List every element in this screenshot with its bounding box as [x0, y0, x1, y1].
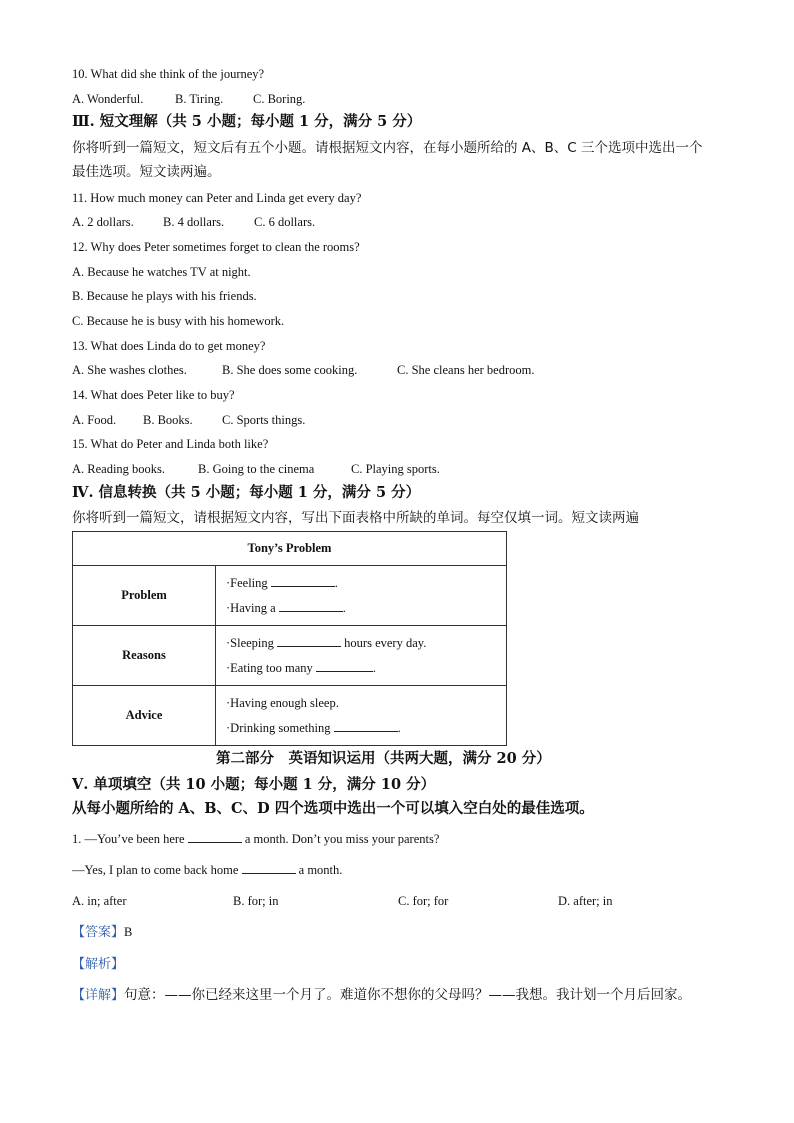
analysis-tag: 【解析】 [72, 957, 125, 972]
answer-tag: 【答案】 [72, 925, 125, 940]
question-14: 14. What does Peter like to buy? [72, 388, 235, 402]
row-text: ·Sleeping [226, 635, 278, 650]
question-text: a month. Don’t you miss your parents? [241, 832, 440, 846]
detail-tag: 【详解】 [72, 988, 125, 1003]
question-text: 1. —You’ve been here [72, 832, 188, 846]
detail-text: 句意：——你已经来这里一个月了。难道你不想你的父母吗？——我想。我计划一个月后回家。 [124, 987, 692, 1003]
option-c: C. 6 dollars. [254, 215, 316, 229]
question-15-options [72, 461, 440, 477]
table-row-advice [73, 686, 507, 746]
answer-blank[interactable] [242, 863, 296, 874]
row-content [216, 686, 507, 746]
table-title: Tony’s Problem [73, 532, 507, 566]
question-text: —Yes, I plan to come back home [72, 863, 242, 877]
answer-blank[interactable] [271, 576, 335, 587]
detail-line [72, 987, 691, 1004]
option-d: D. after; in [558, 894, 613, 908]
option-a: A. 2 dollars. [72, 215, 134, 229]
section-3-heading: Ⅲ. 短文理解（共 5 小题；每小题 1 分，满分 5 分） [72, 113, 422, 130]
option-b: B. 4 dollars. [163, 215, 225, 229]
tonys-problem-table [72, 531, 507, 746]
question-text: a month. [295, 863, 343, 877]
table-row-problem [73, 566, 507, 626]
option-c: C. Sports things. [222, 413, 306, 427]
option-c: C. Boring. [253, 92, 306, 106]
row-label: Advice [73, 686, 216, 746]
row-text: . [334, 575, 338, 590]
table-row-reasons [73, 626, 507, 686]
row-label: Problem [73, 566, 216, 626]
answer-line [72, 924, 132, 941]
option-a: A. in; after [72, 894, 127, 908]
answer-blank[interactable] [316, 661, 373, 672]
section-3-instruction-line2: 最佳选项。短文读两遍。 [72, 164, 221, 180]
option-b: B. Tiring. [175, 92, 224, 106]
answer-value: B [124, 925, 133, 939]
section-4-heading: Ⅳ. 信息转换（共 5 小题；每小题 1 分，满分 5 分） [72, 484, 421, 501]
option-a: A. She washes clothes. [72, 363, 187, 377]
answer-blank[interactable] [279, 601, 343, 612]
section-3-instruction-line1: 你将听到一篇短文，短文后有五个小题。请根据短文内容，在每小题所给的 A、B、C 三个选项中选出一个 [72, 140, 703, 156]
option-b: B. for; in [233, 894, 279, 908]
question-13: 13. What does Linda do to get money? [72, 339, 266, 353]
row-text: . [342, 600, 346, 615]
option-c: C. She cleans her bedroom. [397, 363, 535, 377]
row-text: ·Drinking something [226, 720, 334, 735]
question-11: 11. How much money can Peter and Linda get every day? [72, 191, 362, 205]
option-b: B. Going to the cinema [198, 462, 315, 476]
row-text: ·Feeling [226, 575, 271, 590]
question-12-option-a: A. Because he watches TV at night. [72, 265, 251, 279]
question-12-option-c: C. Because he is busy with his homework. [72, 314, 285, 328]
answer-blank[interactable] [188, 832, 242, 843]
question-10-options [72, 91, 305, 107]
section-5-heading: Ⅴ. 单项填空（共 10 小题；每小题 1 分，满分 10 分） [72, 776, 436, 793]
option-a: A. Reading books. [72, 462, 166, 476]
option-c: C. Playing sports. [351, 462, 440, 476]
question-11-options [72, 214, 315, 230]
question-1-line2 [72, 862, 342, 878]
row-text: . [397, 720, 401, 735]
row-text: . [372, 660, 377, 675]
row-text: ·Eating too many [226, 660, 316, 675]
part-2-heading: 第二部分 英语知识运用（共两大题，满分 20 分） [216, 750, 551, 767]
option-a: A. Food. [72, 413, 117, 427]
question-12: 12. Why does Peter sometimes forget to clean the rooms? [72, 240, 360, 254]
question-14-options [72, 412, 305, 428]
row-text: ·Having enough sleep. [226, 695, 339, 710]
question-1-line1 [72, 831, 439, 847]
question-12-option-b: B. Because he plays with his friends. [72, 289, 257, 303]
option-a: A. Wonderful. [72, 92, 144, 106]
question-13-options [72, 362, 534, 378]
row-text: hours every day. [341, 635, 427, 650]
row-text: ·Having a [226, 600, 279, 615]
answer-blank[interactable] [277, 636, 341, 647]
question-10: 10. What did she think of the journey? [72, 67, 265, 81]
section-4-instruction: 你将听到一篇短文，请根据短文内容，写出下面表格中所缺的单词。每空仅填一词。短文读两遍 [72, 510, 639, 526]
section-5-instruction: 从每小题所给的 A、B、C、D 四个选项中选出一个可以填入空白处的最佳选项。 [72, 800, 594, 817]
option-c: C. for; for [398, 894, 449, 908]
question-1-options [72, 893, 613, 909]
option-b: B. Books. [143, 413, 193, 427]
row-content [216, 626, 507, 686]
row-label: Reasons [73, 626, 216, 686]
question-15: 15. What do Peter and Linda both like? [72, 437, 269, 451]
answer-blank[interactable] [334, 721, 398, 732]
analysis-line [72, 956, 124, 973]
option-b: B. She does some cooking. [222, 363, 358, 377]
row-content [216, 566, 507, 626]
